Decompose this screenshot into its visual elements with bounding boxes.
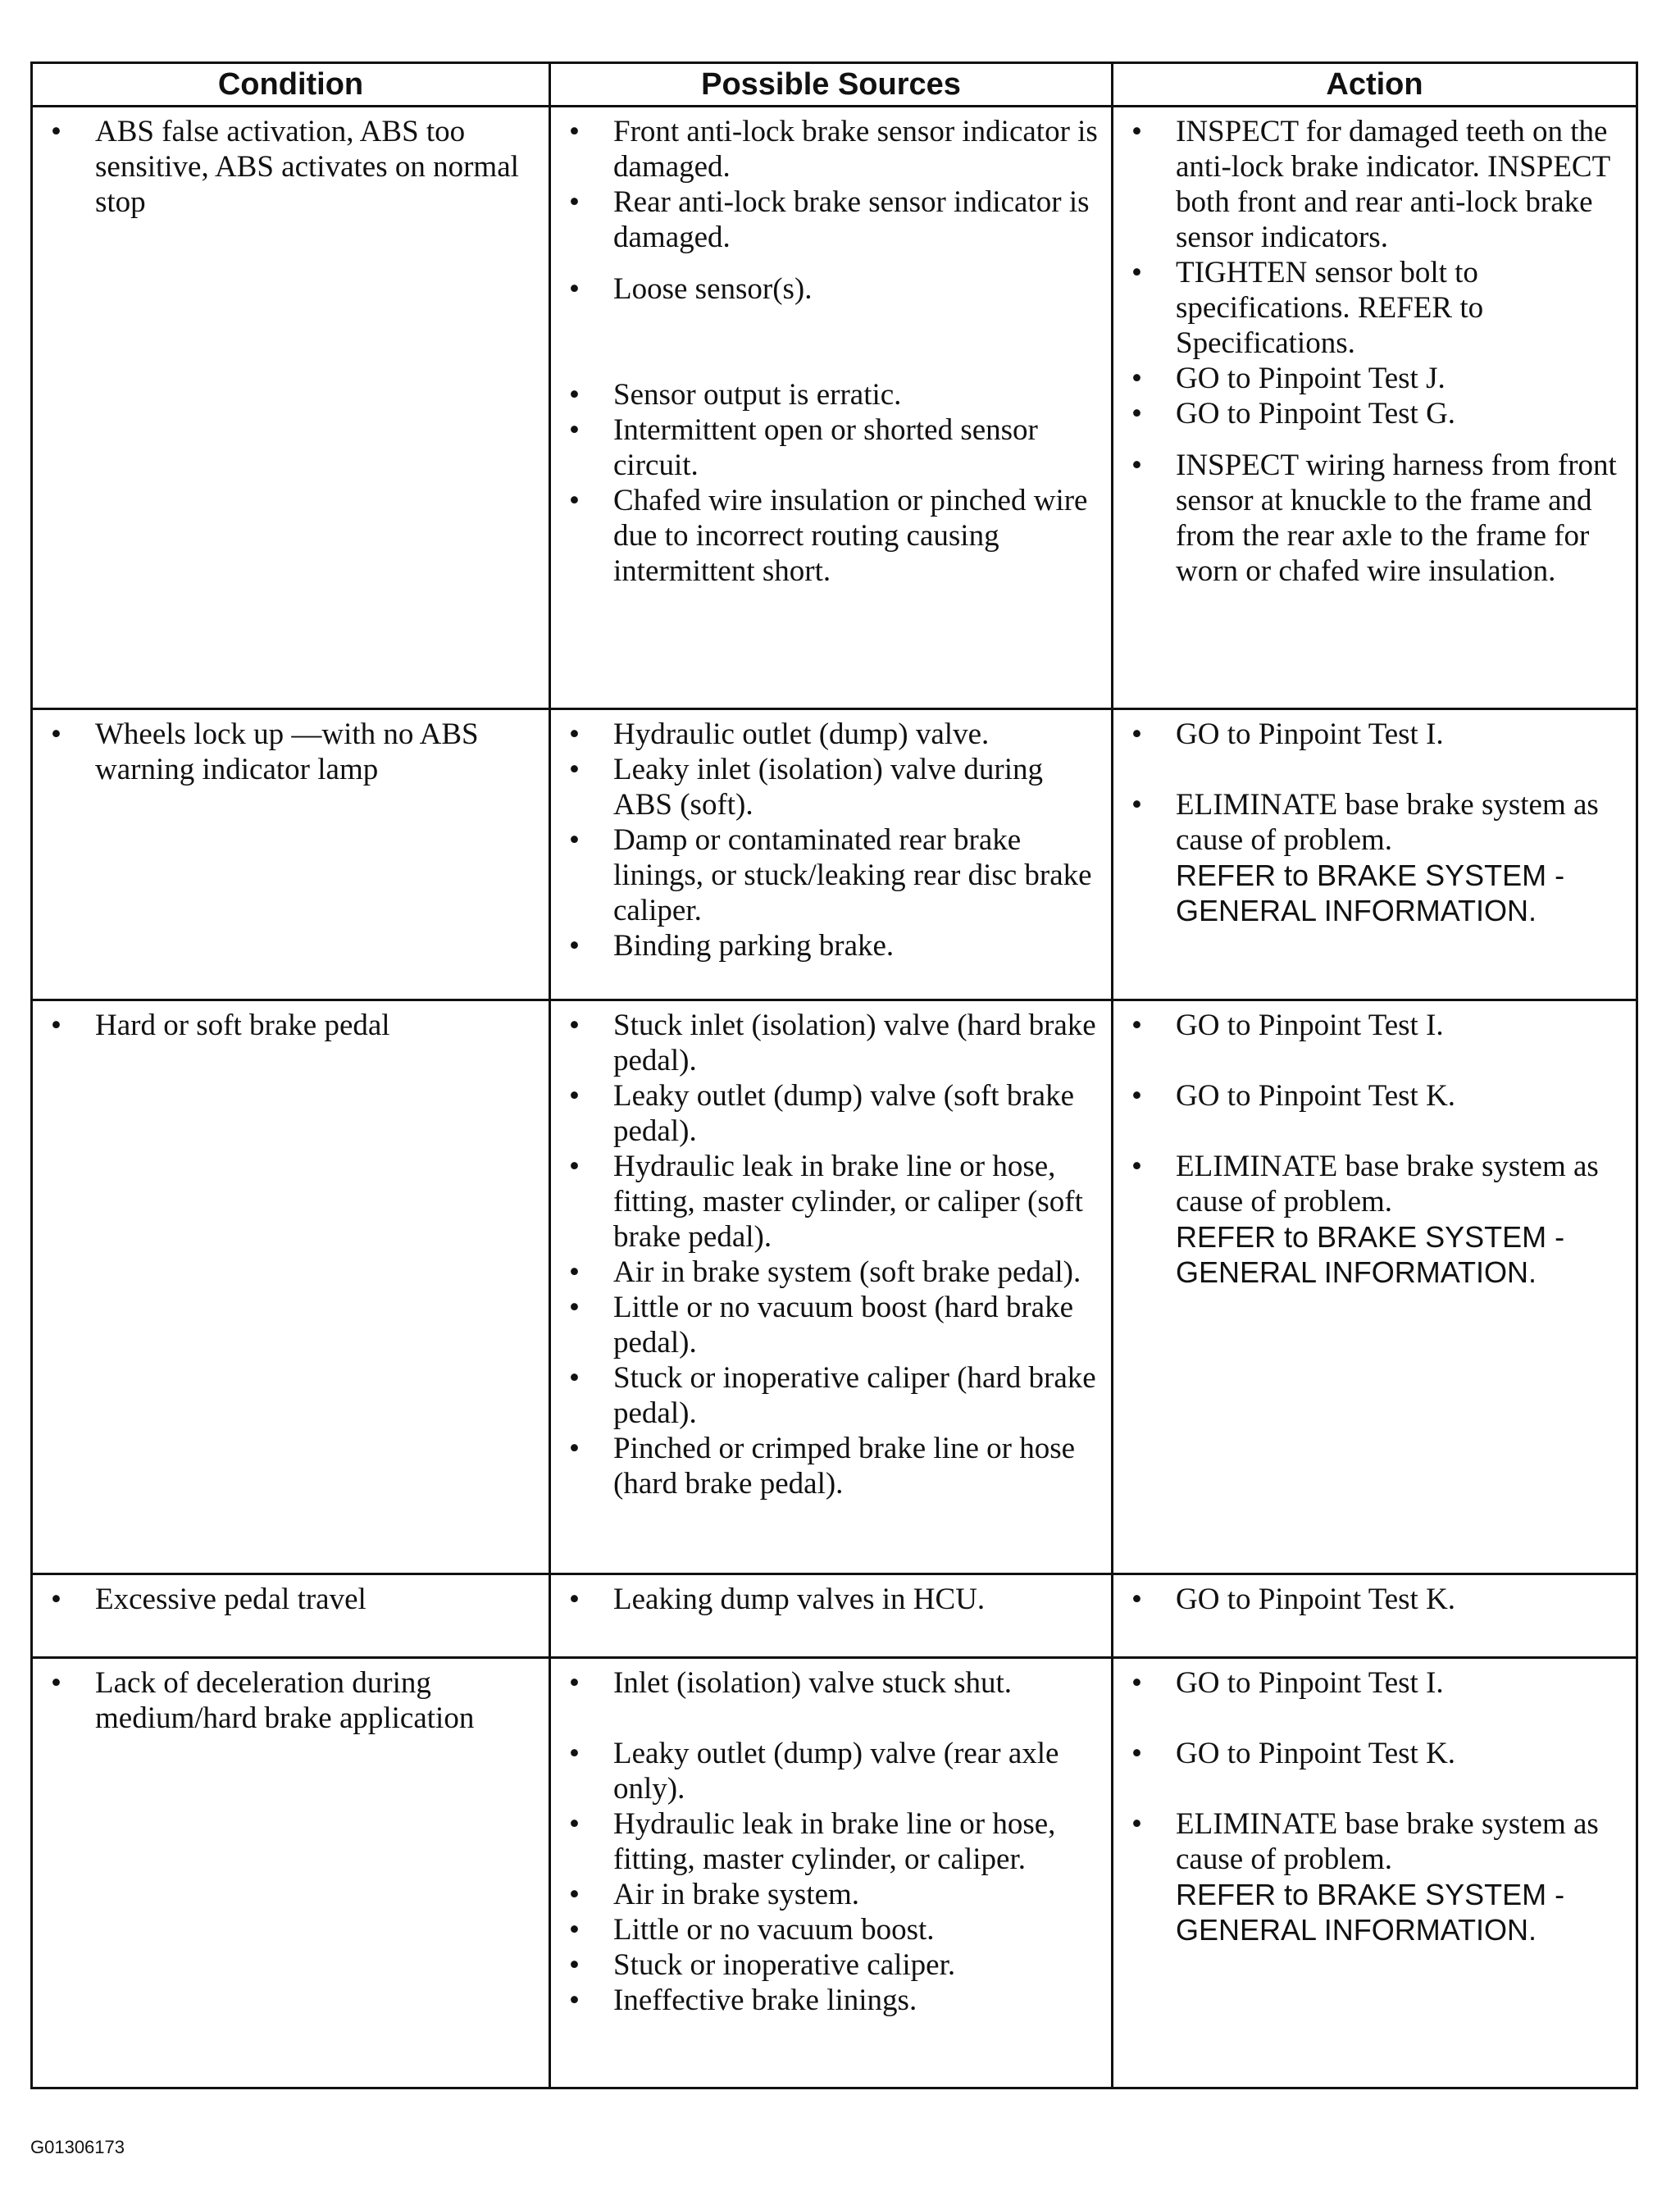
source-item: • Loose sensor(s). bbox=[562, 271, 1100, 307]
action-item bbox=[1125, 787, 1624, 928]
sources-cell bbox=[550, 1574, 1113, 1658]
action-item: • INSPECT wiring harness from front sensor at knuckle to the frame and from the rear axle to the frame for worn or chafed wire insulation. bbox=[1125, 448, 1624, 589]
action-cell bbox=[1113, 709, 1637, 1000]
refer-text: REFER to BRAKE SYSTEM - GENERAL INFORMATION. bbox=[1176, 1878, 1565, 1947]
action-text: ELIMINATE base brake system as cause of problem. bbox=[1176, 1807, 1599, 1876]
header-condition: Condition bbox=[32, 63, 550, 107]
action-item: • GO to Pinpoint Test I. bbox=[1125, 1008, 1624, 1043]
condition-text: • Excessive pedal travel bbox=[44, 1582, 537, 1617]
source-item: • Intermittent open or shorted sensor circuit. bbox=[562, 412, 1100, 483]
action-item: • GO to Pinpoint Test G. bbox=[1125, 396, 1624, 431]
action-item: • GO to Pinpoint Test K. bbox=[1125, 1736, 1624, 1771]
action-text: ELIMINATE base brake system as cause of problem. bbox=[1176, 1150, 1599, 1218]
source-item: • Leaking dump valves in HCU. bbox=[562, 1582, 1100, 1617]
sources-cell bbox=[550, 709, 1113, 1000]
condition-text: • Hard or soft brake pedal bbox=[44, 1008, 537, 1043]
action-item: • GO to Pinpoint Test K. bbox=[1125, 1582, 1624, 1617]
action-text: ELIMINATE base brake system as cause of problem. bbox=[1176, 788, 1599, 857]
condition-text: • Wheels lock up —with no ABS warning indicator lamp bbox=[44, 717, 537, 787]
source-item: • Stuck or inoperative caliper (hard brake pedal). bbox=[562, 1360, 1100, 1431]
condition-text: • ABS false activation, ABS too sensitive, ABS activates on normal stop bbox=[44, 114, 537, 220]
table-row bbox=[32, 1574, 1637, 1658]
source-item: • Sensor output is erratic. bbox=[562, 377, 1100, 412]
condition-cell bbox=[32, 1000, 550, 1574]
action-item: • INSPECT for damaged teeth on the anti-lock brake indicator. INSPECT both front and rear anti-lock brake sensor indicators. bbox=[1125, 114, 1624, 255]
action-cell bbox=[1113, 1000, 1637, 1574]
header-action: Action bbox=[1113, 63, 1637, 107]
action-item: • GO to Pinpoint Test I. bbox=[1125, 1665, 1624, 1701]
condition-text: • Lack of deceleration during medium/hard brake application bbox=[44, 1665, 537, 1736]
action-item bbox=[1125, 1149, 1624, 1290]
sources-cell bbox=[550, 1658, 1113, 2088]
sources-cell bbox=[550, 1000, 1113, 1574]
source-item: • Stuck inlet (isolation) valve (hard brake pedal). bbox=[562, 1008, 1100, 1078]
source-item: • Leaky inlet (isolation) valve during ABS (soft). bbox=[562, 752, 1100, 822]
refer-text: REFER to BRAKE SYSTEM - GENERAL INFORMATION. bbox=[1176, 859, 1565, 927]
table-row bbox=[32, 107, 1637, 709]
refer-text: REFER to BRAKE SYSTEM - GENERAL INFORMATION. bbox=[1176, 1220, 1565, 1289]
action-cell bbox=[1113, 107, 1637, 709]
action-cell bbox=[1113, 1574, 1637, 1658]
source-item: • Little or no vacuum boost. bbox=[562, 1912, 1100, 1947]
source-item: • Inlet (isolation) valve stuck shut. bbox=[562, 1665, 1100, 1701]
source-item: • Hydraulic outlet (dump) valve. bbox=[562, 717, 1100, 752]
source-item: • Front anti-lock brake sensor indicator is damaged. bbox=[562, 114, 1100, 184]
source-item: • Leaky outlet (dump) valve (soft brake pedal). bbox=[562, 1078, 1100, 1149]
source-item: • Pinched or crimped brake line or hose (hard brake pedal). bbox=[562, 1431, 1100, 1501]
action-item: • TIGHTEN sensor bolt to specifications. REFER to Specifications. bbox=[1125, 255, 1624, 361]
table-row bbox=[32, 1000, 1637, 1574]
source-item: • Air in brake system. bbox=[562, 1877, 1100, 1912]
source-item: • Ineffective brake linings. bbox=[562, 1983, 1100, 2018]
source-item: • Binding parking brake. bbox=[562, 928, 1100, 963]
source-item: • Chafed wire insulation or pinched wire due to incorrect routing causing intermittent short. bbox=[562, 483, 1100, 589]
header-row bbox=[32, 63, 1637, 107]
header-possible-sources: Possible Sources bbox=[550, 63, 1113, 107]
condition-cell bbox=[32, 1658, 550, 2088]
source-item: • Hydraulic leak in brake line or hose, fitting, master cylinder, or caliper (soft brake pedal). bbox=[562, 1149, 1100, 1255]
action-item: • GO to Pinpoint Test I. bbox=[1125, 717, 1624, 752]
action-item: • GO to Pinpoint Test J. bbox=[1125, 361, 1624, 396]
table-row bbox=[32, 1658, 1637, 2088]
condition-cell bbox=[32, 107, 550, 709]
condition-cell bbox=[32, 709, 550, 1000]
figure-id: G01306173 bbox=[30, 2137, 125, 2157]
source-item: • Leaky outlet (dump) valve (rear axle only). bbox=[562, 1736, 1100, 1806]
source-item: • Damp or contaminated rear brake linings, or stuck/leaking rear disc brake caliper. bbox=[562, 822, 1100, 928]
action-cell bbox=[1113, 1658, 1637, 2088]
diagnosis-table bbox=[30, 61, 1638, 2089]
source-item: • Rear anti-lock brake sensor indicator is damaged. bbox=[562, 184, 1100, 255]
source-item: • Stuck or inoperative caliper. bbox=[562, 1947, 1100, 1983]
action-item bbox=[1125, 1806, 1624, 1947]
action-item: • GO to Pinpoint Test K. bbox=[1125, 1078, 1624, 1114]
table-row bbox=[32, 709, 1637, 1000]
condition-cell bbox=[32, 1574, 550, 1658]
source-item: • Little or no vacuum boost (hard brake pedal). bbox=[562, 1290, 1100, 1360]
sources-cell bbox=[550, 107, 1113, 709]
source-item: • Air in brake system (soft brake pedal). bbox=[562, 1255, 1100, 1290]
source-item: • Hydraulic leak in brake line or hose, fitting, master cylinder, or caliper. bbox=[562, 1806, 1100, 1877]
